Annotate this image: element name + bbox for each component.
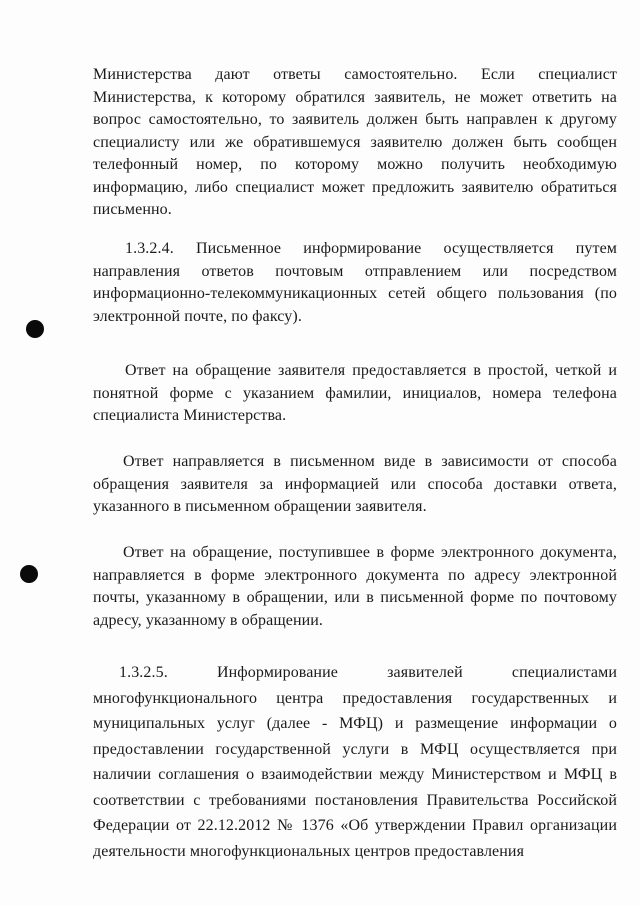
- paragraph-5: [93, 542, 617, 632]
- paragraph-text: 1.3.2.4. Письменное информирование осуществляется путем направления ответов почтовым отправлением или посредством информационно-телекоммуникационных сетей общего пользования (по электронной почте, по факсу).: [93, 240, 617, 325]
- paragraph-text: Ответ на обращение, поступившее в форме электронного документа, направляется в форме электронного документа по адресу электронной почты, указанному в обращении, или в письменной форме по почтовому адресу, указанному в обращении.: [93, 544, 617, 629]
- paragraph-4: [93, 451, 617, 519]
- paragraph-text: Министерства дают ответы самостоятельно. Если специалист Министерства, к которому обратился заявитель, не может ответить на вопрос самостоятельно, то заявитель должен быть направлен к другому специалисту или же обратившемуся заявителю должен быть сообщен телефонный номер, по которому можно получить необходимую информацию, либо специалист может предложить заявителю обратиться письменно.: [93, 66, 617, 218]
- punch-hole-top: [26, 320, 44, 338]
- paragraph-6: [93, 660, 617, 864]
- paragraph-text: 1.3.2.5. Информирование заявителей специалистами многофункционального центра предоставления государственных и муниципальных услуг (далее - МФЦ) и размещение информации о предоставлении государственной услуги в МФЦ осуществляется при наличии соглашения о взаимодействии между Министерством и МФЦ в соответствии с требованиями постановления Правительства Российской Федерации от 22.12.2012 № 1376 «Об утверждении Правил организации деятельности многофункциональных центров предоставления: [93, 664, 617, 860]
- paragraph-2: [93, 238, 617, 328]
- paragraph-3: [93, 360, 617, 428]
- punch-hole-bottom: [20, 565, 38, 583]
- paragraph-text: Ответ направляется в письменном виде в зависимости от способа обращения заявителя за информацией или способа доставки ответа, указанного в письменном обращении заявителя.: [93, 453, 617, 515]
- paragraph-text: Ответ на обращение заявителя предоставляется в простой, четкой и понятной форме с указанием фамилии, инициалов, номера телефона специалиста Министерства.: [93, 362, 617, 424]
- paragraph-1: [93, 64, 617, 222]
